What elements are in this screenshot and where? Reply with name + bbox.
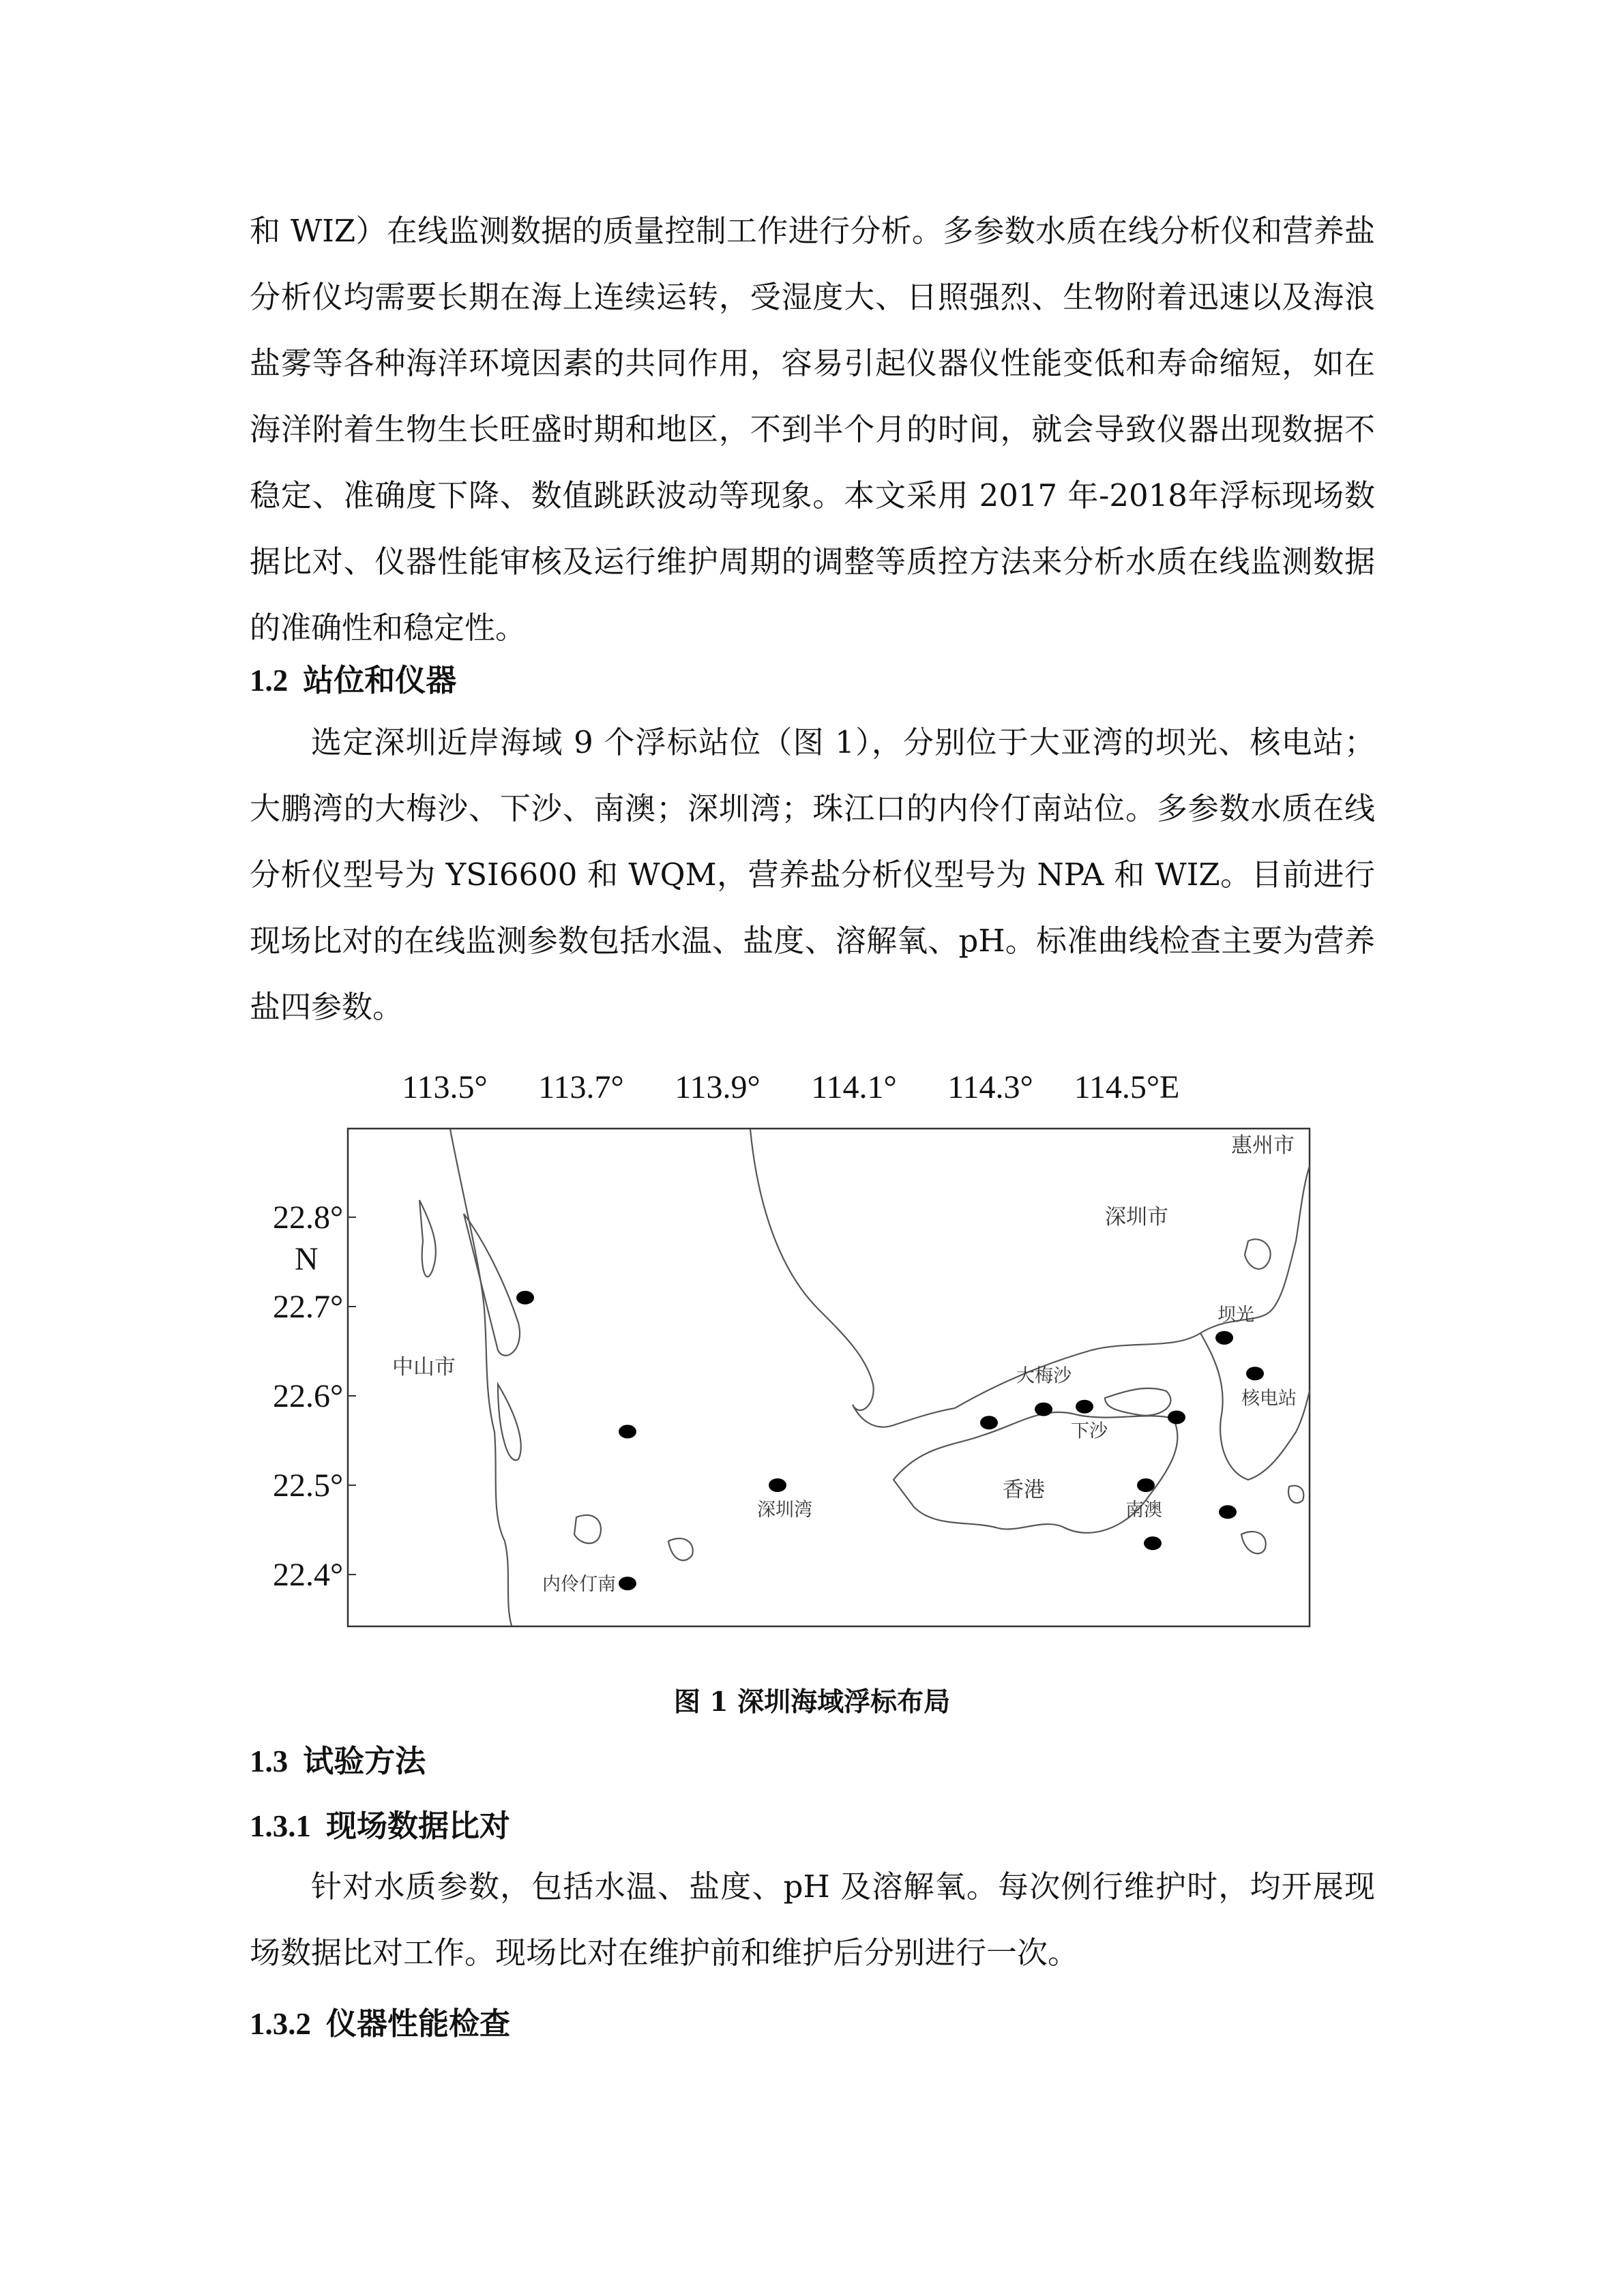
longitude-tick-label: 114.5°E [1074, 1069, 1180, 1105]
longitude-tick-label: 114.3° [947, 1069, 1033, 1105]
latitude-tick-label: 22.5° [273, 1467, 344, 1504]
longitude-labels [402, 1069, 1179, 1105]
section-number: 1.3 [250, 1744, 289, 1778]
figure-caption: 图 1 深圳海域浮标布局 [673, 1686, 951, 1718]
station-marker [1168, 1410, 1185, 1424]
station-label: 大梅沙 [1016, 1365, 1072, 1387]
shenzhen-city-label: 深圳市 [1105, 1205, 1168, 1229]
latitude-tick-label: 22.6° [273, 1378, 344, 1414]
section-heading-1-3 [250, 1741, 426, 1782]
longitude-tick-label: 114.1° [811, 1069, 897, 1105]
longitude-tick-label: 113.7° [538, 1069, 624, 1105]
section-title: 现场数据比对 [326, 1808, 511, 1844]
map-frame [348, 1129, 1310, 1626]
section-title: 试验方法 [303, 1743, 426, 1779]
section-number: 1.3.2 [250, 2007, 311, 2041]
longitude-tick-label: 113.5° [402, 1069, 488, 1105]
section-heading-1-2 [250, 660, 456, 701]
hongkong-label: 香港 [1003, 1478, 1045, 1502]
comparison-paragraph: 针对水质参数，包括水温、盐度、pH 及溶解氧。每次例行维护时，均开展现场数据比对工作。现场比对在维护前和维护后分别进行一次。 [250, 1868, 1375, 1971]
station-marker [1076, 1400, 1093, 1414]
section-title: 仪器性能检查 [326, 2006, 511, 2042]
latitude-tick-label: 22.7° [273, 1289, 344, 1325]
station-markers [516, 1291, 1297, 1595]
station-label: 坝光 [1217, 1304, 1254, 1326]
station-marker [1215, 1331, 1233, 1345]
station-marker [769, 1478, 786, 1492]
station-label: 内伶仃南 [542, 1574, 616, 1596]
station-marker [1246, 1367, 1264, 1380]
section-heading-1-3-2 [250, 2003, 510, 2044]
huizhou-city-label: 惠州市 [1231, 1133, 1295, 1158]
station-marker [1035, 1403, 1052, 1416]
section-number: 1.2 [250, 664, 289, 698]
station-label: 下沙 [1071, 1420, 1108, 1442]
station-map [259, 1064, 1323, 1630]
section-title: 站位和仪器 [303, 662, 457, 698]
station-marker [1219, 1505, 1237, 1519]
zhongshan-city-label: 中山市 [392, 1355, 456, 1380]
station-marker [980, 1416, 998, 1429]
latitude-unit-label: N [295, 1241, 319, 1277]
station-label: 核电站 [1241, 1388, 1297, 1410]
latitude-tick-label: 22.8° [273, 1199, 344, 1236]
coastline [419, 1129, 1310, 1626]
station-marker [619, 1577, 636, 1590]
station-marker [516, 1291, 534, 1304]
station-marker [1144, 1536, 1162, 1550]
station-marker [619, 1425, 636, 1438]
longitude-tick-label: 113.9° [675, 1069, 761, 1105]
station-label: 南澳 [1125, 1500, 1162, 1521]
stations-paragraph: 选定深圳近岸海域 9 个浮标站位（图 1），分别位于大亚湾的坝光、核电站；大鹏湾的大梅沙、下沙、南澳；深圳湾；珠江口的内伶仃南站位。多参数水质在线分析仪型号为 YSI6600 和 WQM，营养盐分析仪型号为 NPA 和 WIZ。目前进行现场比对的在线监测参数包括水温、盐度、溶解氧、pH。标准曲线检查主要为营养盐四参数。 [250, 724, 1375, 1025]
section-number: 1.3.1 [250, 1809, 311, 1843]
intro-paragraph: 和 WIZ）在线监测数据的质量控制工作进行分析。多参数水质在线分析仪和营养盐分析仪均需要长期在海上连续运转，受湿度大、日照强烈、生物附着迅速以及海浪盐雾等各种海洋环境因素的共同作用，容易引起仪器仪性能变低和寿命缩短，如在海洋附着生物生长旺盛时期和地区，不到半个月的时间，就会导致仪器出现数据不稳定、准确度下降、数值跳跃波动等现象。本文采用 2017 年-2018年浮标现场数据比对、仪器性能审核及运行维护周期的调整等质控方法来分析水质在线监测数据的准确性和稳定性。 [250, 213, 1375, 646]
station-label: 深圳湾 [757, 1500, 812, 1521]
section-heading-1-3-1 [250, 1806, 510, 1847]
latitude-tick-label: 22.4° [273, 1557, 344, 1593]
station-marker [1137, 1478, 1155, 1492]
